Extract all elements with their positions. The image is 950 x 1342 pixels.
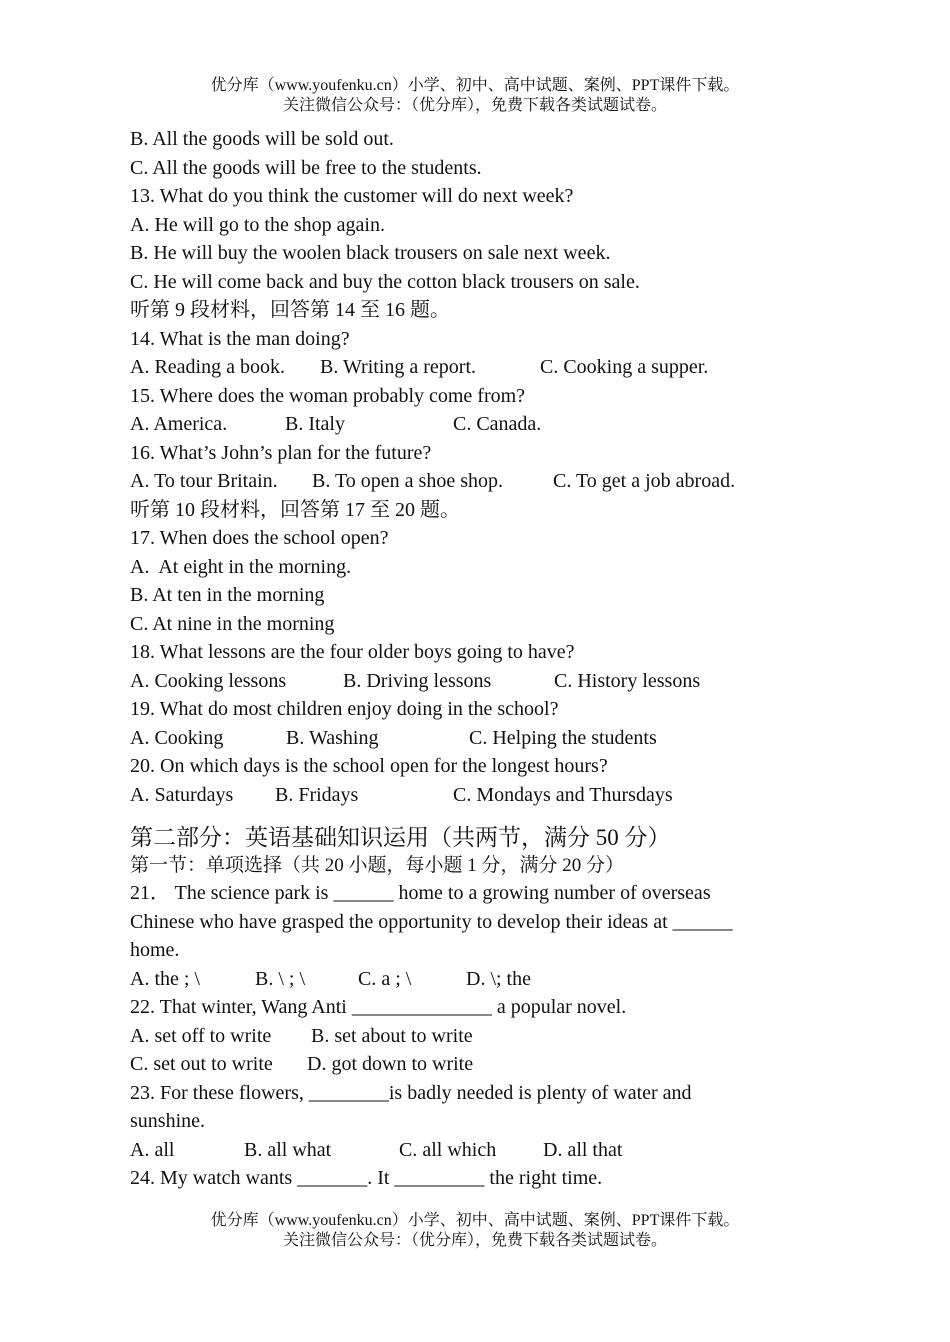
- q22-option-a: A. set off to write: [130, 1024, 272, 1047]
- q20-question: 20. On which days is the school open for the longest hours?: [130, 755, 608, 777]
- q24-question: 24. My watch wants _______. It _________ the right time.: [130, 1167, 603, 1189]
- q23-line-2: sunshine.: [130, 1110, 205, 1132]
- q14-option-b: B. Writing a report.: [320, 356, 477, 378]
- q22-option-c: C. set out to write: [130, 1053, 273, 1075]
- q21-line-2: Chinese who have grasped the opportunity to develop their ideas at ______: [130, 910, 733, 933]
- q12-option-c: C. All the goods will be free to the students.: [130, 156, 482, 179]
- page-footer: [0, 1211, 950, 1251]
- header-line-2: 关注微信公众号：（优分库），免费下载各类试题试卷。: [282, 97, 667, 114]
- footer-line-2: 关注微信公众号：（优分库），免费下载各类试题试卷。: [282, 1232, 667, 1249]
- q23-line-1: 23. For these flowers, ________is badly needed is plenty of water and: [130, 1081, 692, 1104]
- q13-option-c: C. He will come back and buy the cotton black trousers on sale.: [130, 270, 640, 293]
- q19-option-c: C. Helping the students: [469, 726, 657, 749]
- q15-option-c: C. Canada.: [453, 413, 542, 435]
- q17-option-a: A. At eight in the morning.: [130, 555, 352, 578]
- q19-option-b: B. Washing: [286, 726, 379, 749]
- q13-question: 13. What do you think the customer will do next week?: [130, 185, 574, 207]
- q20-option-c: C. Mondays and Thursdays: [453, 783, 673, 806]
- section-10-instruction: 听第 10 段材料，回答第 17 至 20 题。: [130, 498, 460, 521]
- q15-option-b: B. Italy: [285, 413, 345, 435]
- q21-option-d: D. \; the: [466, 967, 531, 990]
- q19-question: 19. What do most children enjoy doing in the school?: [130, 698, 559, 720]
- q21-option-a: A. the ; \: [130, 967, 200, 990]
- q22-options-ab: [130, 1022, 821, 1051]
- q18-option-c: C. History lessons: [554, 669, 701, 692]
- q18-options: [130, 667, 821, 696]
- q14-option-a: A. Reading a book.: [130, 356, 285, 378]
- footer-line-1: 优分库（www.youfenku.cn）小学、初中、高中试题、案例、PPT课件下载。: [210, 1212, 740, 1229]
- q22-question: 22. That winter, Wang Anti ______________ a popular novel.: [130, 996, 627, 1018]
- q19-options: [130, 724, 821, 753]
- q14-question: 14. What is the man doing?: [130, 327, 350, 350]
- q21-line-3: home.: [130, 939, 180, 961]
- q18-question: 18. What lessons are the four older boys going to have?: [130, 641, 575, 663]
- q20-option-a: A. Saturdays: [130, 783, 234, 806]
- q16-option-c: C. To get a job abroad.: [553, 470, 736, 492]
- q17-option-b: B. At ten in the morning: [130, 584, 325, 606]
- q13-option-a: A. He will go to the shop again.: [130, 213, 385, 236]
- q19-option-a: A. Cooking: [130, 726, 224, 749]
- q23-option-d: D. all that: [543, 1138, 623, 1161]
- q23-option-a: A. all: [130, 1138, 175, 1161]
- part-2-title: 第二部分：英语基础知识运用（共两节，满分 50 分）: [130, 825, 671, 850]
- q17-option-c: C. At nine in the morning: [130, 612, 335, 635]
- q23-option-b: B. all what: [244, 1138, 332, 1161]
- q20-options: [130, 781, 821, 810]
- exam-content: [130, 125, 821, 1193]
- page-header: [0, 76, 950, 116]
- q15-question: 15. Where does the woman probably come from?: [130, 384, 526, 407]
- q21-line-1: 21． The science park is ______ home to a growing number of overseas: [130, 882, 711, 904]
- q22-option-d: D. got down to write: [307, 1053, 474, 1075]
- q16-question: 16. What’s John’s plan for the future?: [130, 441, 432, 464]
- q22-option-b: B. set about to write: [311, 1024, 473, 1047]
- q21-option-b: B. \ ; \: [255, 967, 306, 990]
- section-9-instruction: 听第 9 段材料，回答第 14 至 16 题。: [130, 299, 450, 321]
- section-1-subtitle: 第一节：单项选择（共 20 小题，每小题 1 分，满分 20 分）: [130, 855, 625, 876]
- q12-option-b: B. All the goods will be sold out.: [130, 128, 394, 150]
- q21-options: [130, 965, 821, 994]
- q18-option-a: A. Cooking lessons: [130, 669, 287, 692]
- q14-options: [130, 353, 821, 382]
- q14-option-c: C. Cooking a supper.: [540, 356, 709, 378]
- q23-option-c: C. all which: [399, 1138, 497, 1161]
- q17-question: 17. When does the school open?: [130, 527, 389, 549]
- q21-option-c: C. a ; \: [358, 967, 412, 990]
- q15-options: [130, 410, 821, 439]
- q16-option-a: A. To tour Britain.: [130, 470, 278, 492]
- q23-options: [130, 1136, 821, 1165]
- q18-option-b: B. Driving lessons: [343, 669, 492, 692]
- q16-options: [130, 467, 821, 496]
- q20-option-b: B. Fridays: [275, 783, 359, 806]
- q22-options-cd: [130, 1050, 821, 1079]
- q16-option-b: B. To open a shoe shop.: [312, 470, 503, 492]
- q13-option-b: B. He will buy the woolen black trousers on sale next week.: [130, 242, 611, 264]
- header-line-1: 优分库（www.youfenku.cn）小学、初中、高中试题、案例、PPT课件下载。: [210, 77, 740, 94]
- q15-option-a: A. America.: [130, 413, 228, 435]
